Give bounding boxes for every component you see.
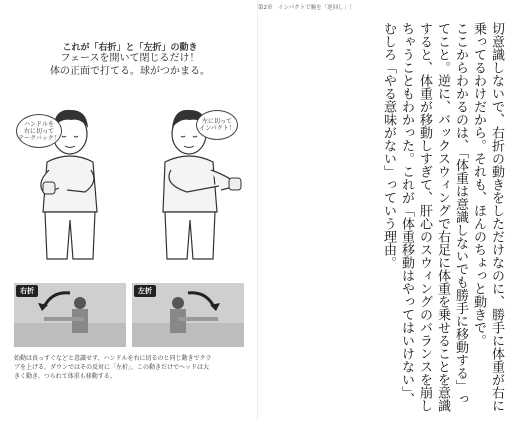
photo-right-turn <box>14 283 126 347</box>
paragraph: ここからわかるのは、「体重は意識しないでも勝手に移動する」ってこと。逆に、バックスウィングで右足に体重を乗せることを意識すると、体重が移動しすぎて、肝心のスウィングのバランスを崩しちゃうこともわかった。これが「体重移動はやってはいけない」、むしろ「やる意味がない」っていう理由。 <box>381 22 468 412</box>
figure-subtitle <box>40 52 220 78</box>
bubble-line: インパクト！ <box>199 125 235 132</box>
paragraph: 切意識しないで、右折の動きをしただけなのに、勝手に体重が右に乗ってるわけだから。それも、ほんのちょっと動きで。 <box>471 22 504 412</box>
right-page <box>258 0 512 421</box>
photo-left-turn <box>132 283 244 347</box>
photo-label-right-turn: 右折 <box>16 285 38 297</box>
running-head: 第2章 インパクトで腕を「逆回し」！ <box>258 5 355 11</box>
body-text <box>350 22 505 412</box>
photo-label-left-turn: 左折 <box>134 285 156 297</box>
figure-title: これが「右折」と「左折」の動き <box>62 43 198 53</box>
speech-bubble-right <box>196 110 238 140</box>
figure-subtitle-line: 体の正面で打てる。球がつかまる。 <box>50 66 210 77</box>
caption-line: ブを上げる。ダウンではその反対に「左折」。この動きだけでヘッドは大 <box>14 364 210 371</box>
speech-bubble-left <box>16 114 62 148</box>
bubble-line: 右に切って <box>23 127 54 135</box>
caption-line: きく動き、つられて体重も移動する。 <box>14 373 116 380</box>
bubble-line: ハンドルを <box>23 120 54 128</box>
bubble-line: テークバック！ <box>18 134 60 142</box>
figure-subtitle-line: フェースを開いて閉じるだけ！ <box>60 53 200 64</box>
figure-caption <box>14 354 246 381</box>
caption-line: 始動は真っすぐなどと意識せず、ハンドルを右に切るのと同じ動きでクラ <box>14 355 212 362</box>
bubble-line: 左に切って <box>201 118 232 125</box>
